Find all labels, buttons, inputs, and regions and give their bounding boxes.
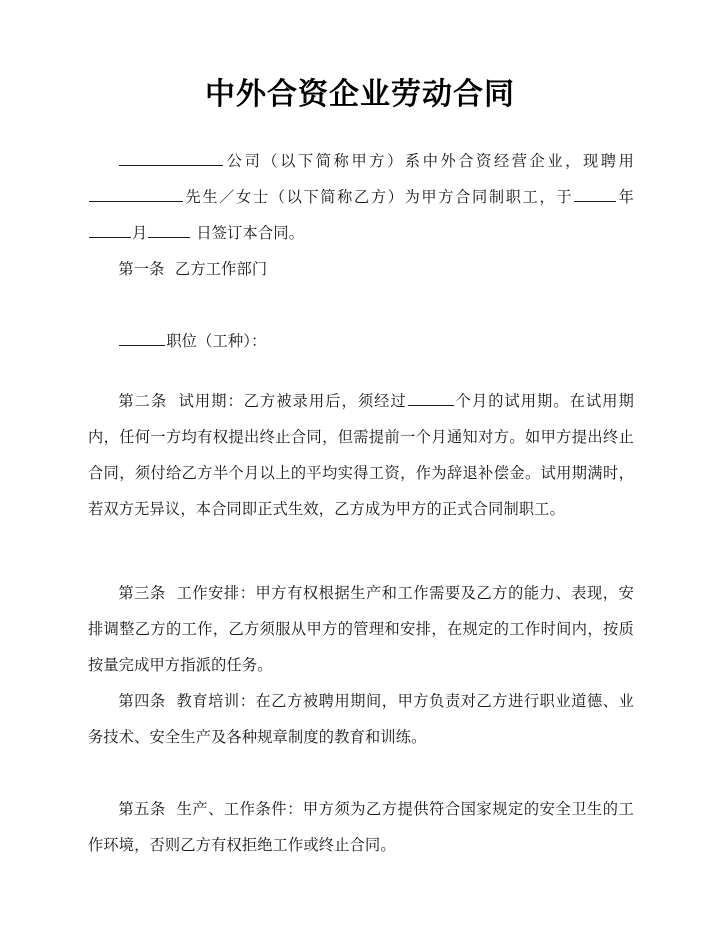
opening-paragraph bbox=[88, 144, 634, 252]
article-1-line bbox=[88, 252, 634, 288]
article-4 bbox=[88, 684, 634, 756]
opening-segment-4: 月 bbox=[132, 225, 148, 242]
article-1-heading: 第一条 bbox=[118, 261, 165, 278]
article-3-text bbox=[88, 576, 634, 684]
opening-segment-1: 公司（以下简称甲方）系中外合资经营企业，现聘用 bbox=[224, 153, 634, 170]
company-name-blank[interactable] bbox=[119, 150, 223, 166]
article-1 bbox=[88, 252, 634, 288]
article-5-body: 生产、工作条件：甲方须为乙方提供符合国家规定的安全卫生的工作环境，否则乙方有权拒绝工作或终止合同。 bbox=[88, 801, 634, 854]
position-label: 职位（工种）： bbox=[166, 333, 267, 350]
article-4-text bbox=[88, 684, 634, 756]
article-4-heading: 第四条 bbox=[118, 693, 166, 710]
article-5 bbox=[88, 792, 634, 864]
probation-months-blank[interactable] bbox=[408, 390, 454, 406]
signing-day-blank[interactable] bbox=[148, 222, 190, 238]
opening-paragraph-text bbox=[88, 144, 634, 252]
article-3-heading: 第三条 bbox=[118, 585, 166, 602]
position-line bbox=[88, 324, 634, 360]
article-3 bbox=[88, 576, 634, 684]
article-3-body: 工作安排：甲方有权根据生产和工作需要及乙方的能力、表现，安排调整乙方的工作，乙方须服从甲方的管理和安排，在规定的工作时间内，按质按量完成甲方指派的任务。 bbox=[88, 585, 634, 674]
article-2-text bbox=[88, 384, 634, 528]
opening-segment-2: 先生／女士（以下简称乙方）为甲方合同制职工，于 bbox=[184, 189, 574, 206]
article-2-heading: 第二条 bbox=[118, 393, 168, 410]
article-1-position-line bbox=[88, 324, 634, 360]
employee-name-blank[interactable] bbox=[89, 186, 183, 202]
page-title: 中外合资企业劳动合同 bbox=[205, 78, 515, 111]
article-4-body: 教育培训：在乙方被聘用期间，甲方负责对乙方进行职业道德、业务技术、安全生产及各种规章制度的教育和训练。 bbox=[88, 693, 634, 746]
article-2 bbox=[88, 384, 634, 528]
position-blank[interactable] bbox=[119, 330, 165, 346]
article-1-text: 乙方工作部门 bbox=[174, 261, 268, 278]
article-2-after-blank: 个月的试用期。在试用期内，任何一方均有权提出终止合同，但需提前一个月通知对方。如甲方提出终止合同，须付给乙方半个月以上的平均实得工资，作为辞退补偿金。试用期满时，若双方无异议，本合同即正式生效，乙方成为甲方的正式合同制职工。 bbox=[88, 393, 634, 518]
article-5-text bbox=[88, 792, 634, 864]
opening-segment-3: 年 bbox=[617, 189, 634, 206]
signing-year-blank[interactable] bbox=[574, 186, 616, 202]
opening-segment-5: 日签订本合同。 bbox=[196, 225, 305, 242]
article-2-before-blank: 试用期：乙方被录用后，须经过 bbox=[178, 393, 407, 410]
signing-month-blank[interactable] bbox=[89, 222, 131, 238]
article-5-heading: 第五条 bbox=[118, 801, 166, 818]
